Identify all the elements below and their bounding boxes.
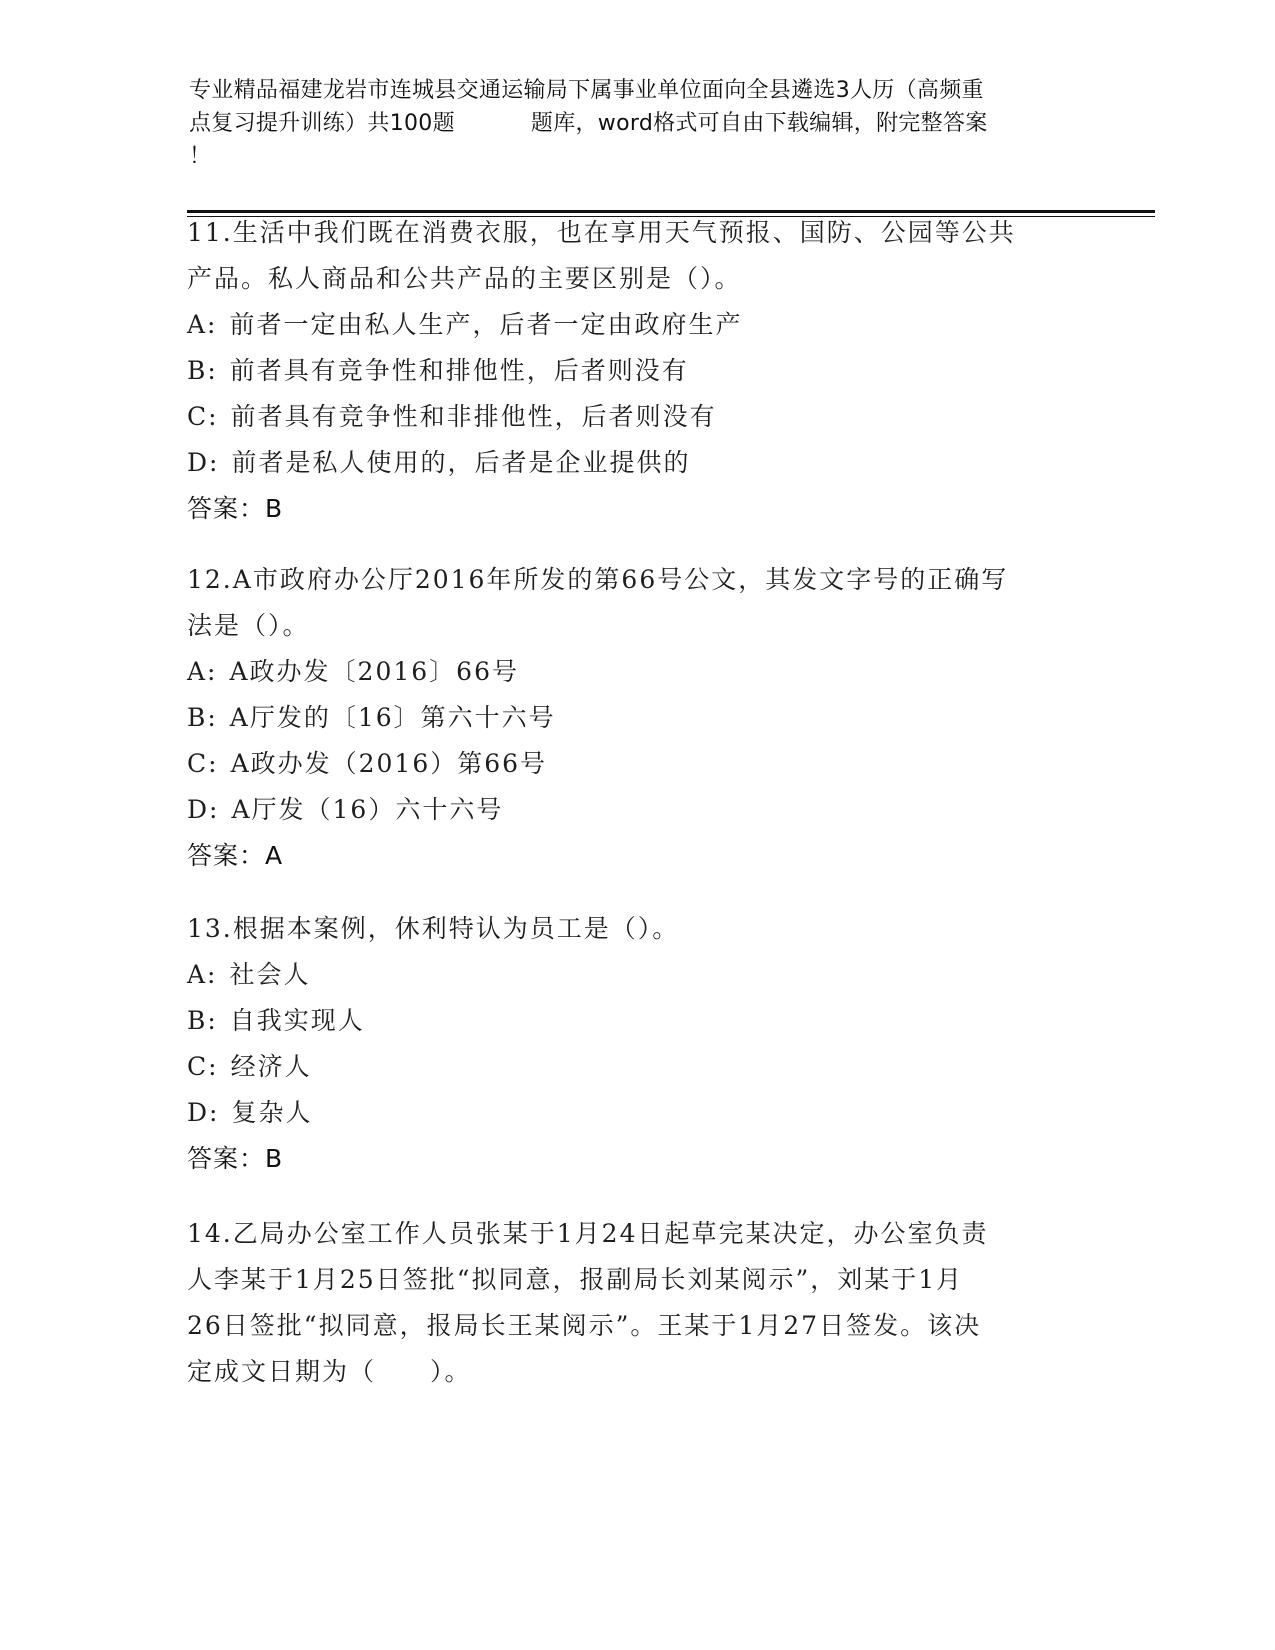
question-13 xyxy=(187,906,1087,1182)
option-text: 自我实现人 xyxy=(229,1006,365,1035)
option-c xyxy=(187,1044,1087,1090)
option-c xyxy=(187,394,1087,440)
option-key: A: xyxy=(187,657,218,686)
question-stem-line: 法是（）。 xyxy=(187,611,310,640)
option-key: B: xyxy=(187,703,218,732)
option-text: 复杂人 xyxy=(231,1098,313,1127)
option-a xyxy=(187,302,1087,348)
document-header xyxy=(189,74,1089,173)
option-text: 前者是私人使用的，后者是企业提供的 xyxy=(231,448,691,477)
option-d xyxy=(187,440,1087,486)
option-b xyxy=(187,998,1087,1044)
option-c xyxy=(187,741,1087,787)
option-a xyxy=(187,649,1087,695)
header-line-2-part-b: 题库，word格式可自由下载编辑，附完整答案 xyxy=(530,111,988,136)
question-stem-line: 26日签批“拟同意，报局长王某阅示”。王某于1月27日签发。该决 xyxy=(187,1311,982,1340)
option-key: C: xyxy=(187,1052,219,1081)
option-text: 前者一定由私人生产，后者一定由政府生产 xyxy=(229,310,743,339)
option-text: 经济人 xyxy=(230,1052,312,1081)
header-line-1: 专业精品福建龙岩市连城县交通运输局下属事业单位面向全县遴选3人历（高频重 xyxy=(189,78,984,103)
option-key: C: xyxy=(187,749,219,778)
question-stem-line: 14.乙局办公室工作人员张某于1月24日起草完某决定，办公室负责 xyxy=(187,1219,989,1248)
option-b xyxy=(187,348,1087,394)
option-key: B: xyxy=(187,1006,218,1035)
option-key: A: xyxy=(187,310,218,339)
option-b xyxy=(187,695,1087,741)
header-line-3: ！ xyxy=(189,144,212,169)
option-d xyxy=(187,787,1087,833)
option-key: C: xyxy=(187,402,219,431)
answer-line: 答案：A xyxy=(187,841,284,870)
option-d xyxy=(187,1090,1087,1136)
option-text: 前者具有竞争性和排他性，后者则没有 xyxy=(229,356,689,385)
option-text: A厅发的〔16〕第六十六号 xyxy=(229,703,556,732)
question-stem-line: 定成文日期为（ ）。 xyxy=(187,1357,472,1386)
option-text: A政办发〔2016〕66号 xyxy=(229,657,519,686)
answer-line: 答案：B xyxy=(187,494,284,523)
option-text: A厅发（16）六十六号 xyxy=(231,795,504,824)
question-11 xyxy=(187,210,1087,532)
option-key: D: xyxy=(187,448,220,477)
question-stem-line: 12.A市政府办公厅2016年所发的第66号公文，其发文字号的正确写 xyxy=(187,565,1009,594)
question-stem-line: 人李某于1月25日签批“拟同意，报副局长刘某阅示”，刘某于1月 xyxy=(187,1265,964,1294)
answer-line: 答案：B xyxy=(187,1144,284,1173)
option-a xyxy=(187,952,1087,998)
option-key: A: xyxy=(187,960,218,989)
question-stem-line: 11.生活中我们既在消费衣服，也在享用天气预报、国防、公园等公共 xyxy=(187,218,1016,247)
option-key: D: xyxy=(187,795,220,824)
header-line-2-part-a: 点复习提升训练）共100题 xyxy=(189,111,455,136)
option-text: A政办发（2016）第66号 xyxy=(230,749,548,778)
option-key: B: xyxy=(187,356,218,385)
question-14 xyxy=(187,1211,1087,1395)
header-line-2 xyxy=(189,107,1089,140)
question-stem-line: 产品。私人商品和公共产品的主要区别是（）。 xyxy=(187,264,742,293)
option-key: D: xyxy=(187,1098,220,1127)
question-12 xyxy=(187,557,1087,879)
option-text: 社会人 xyxy=(229,960,311,989)
question-stem-line: 13.根据本案例，休利特认为员工是（）。 xyxy=(187,914,680,943)
option-text: 前者具有竞争性和非排他性，后者则没有 xyxy=(230,402,717,431)
